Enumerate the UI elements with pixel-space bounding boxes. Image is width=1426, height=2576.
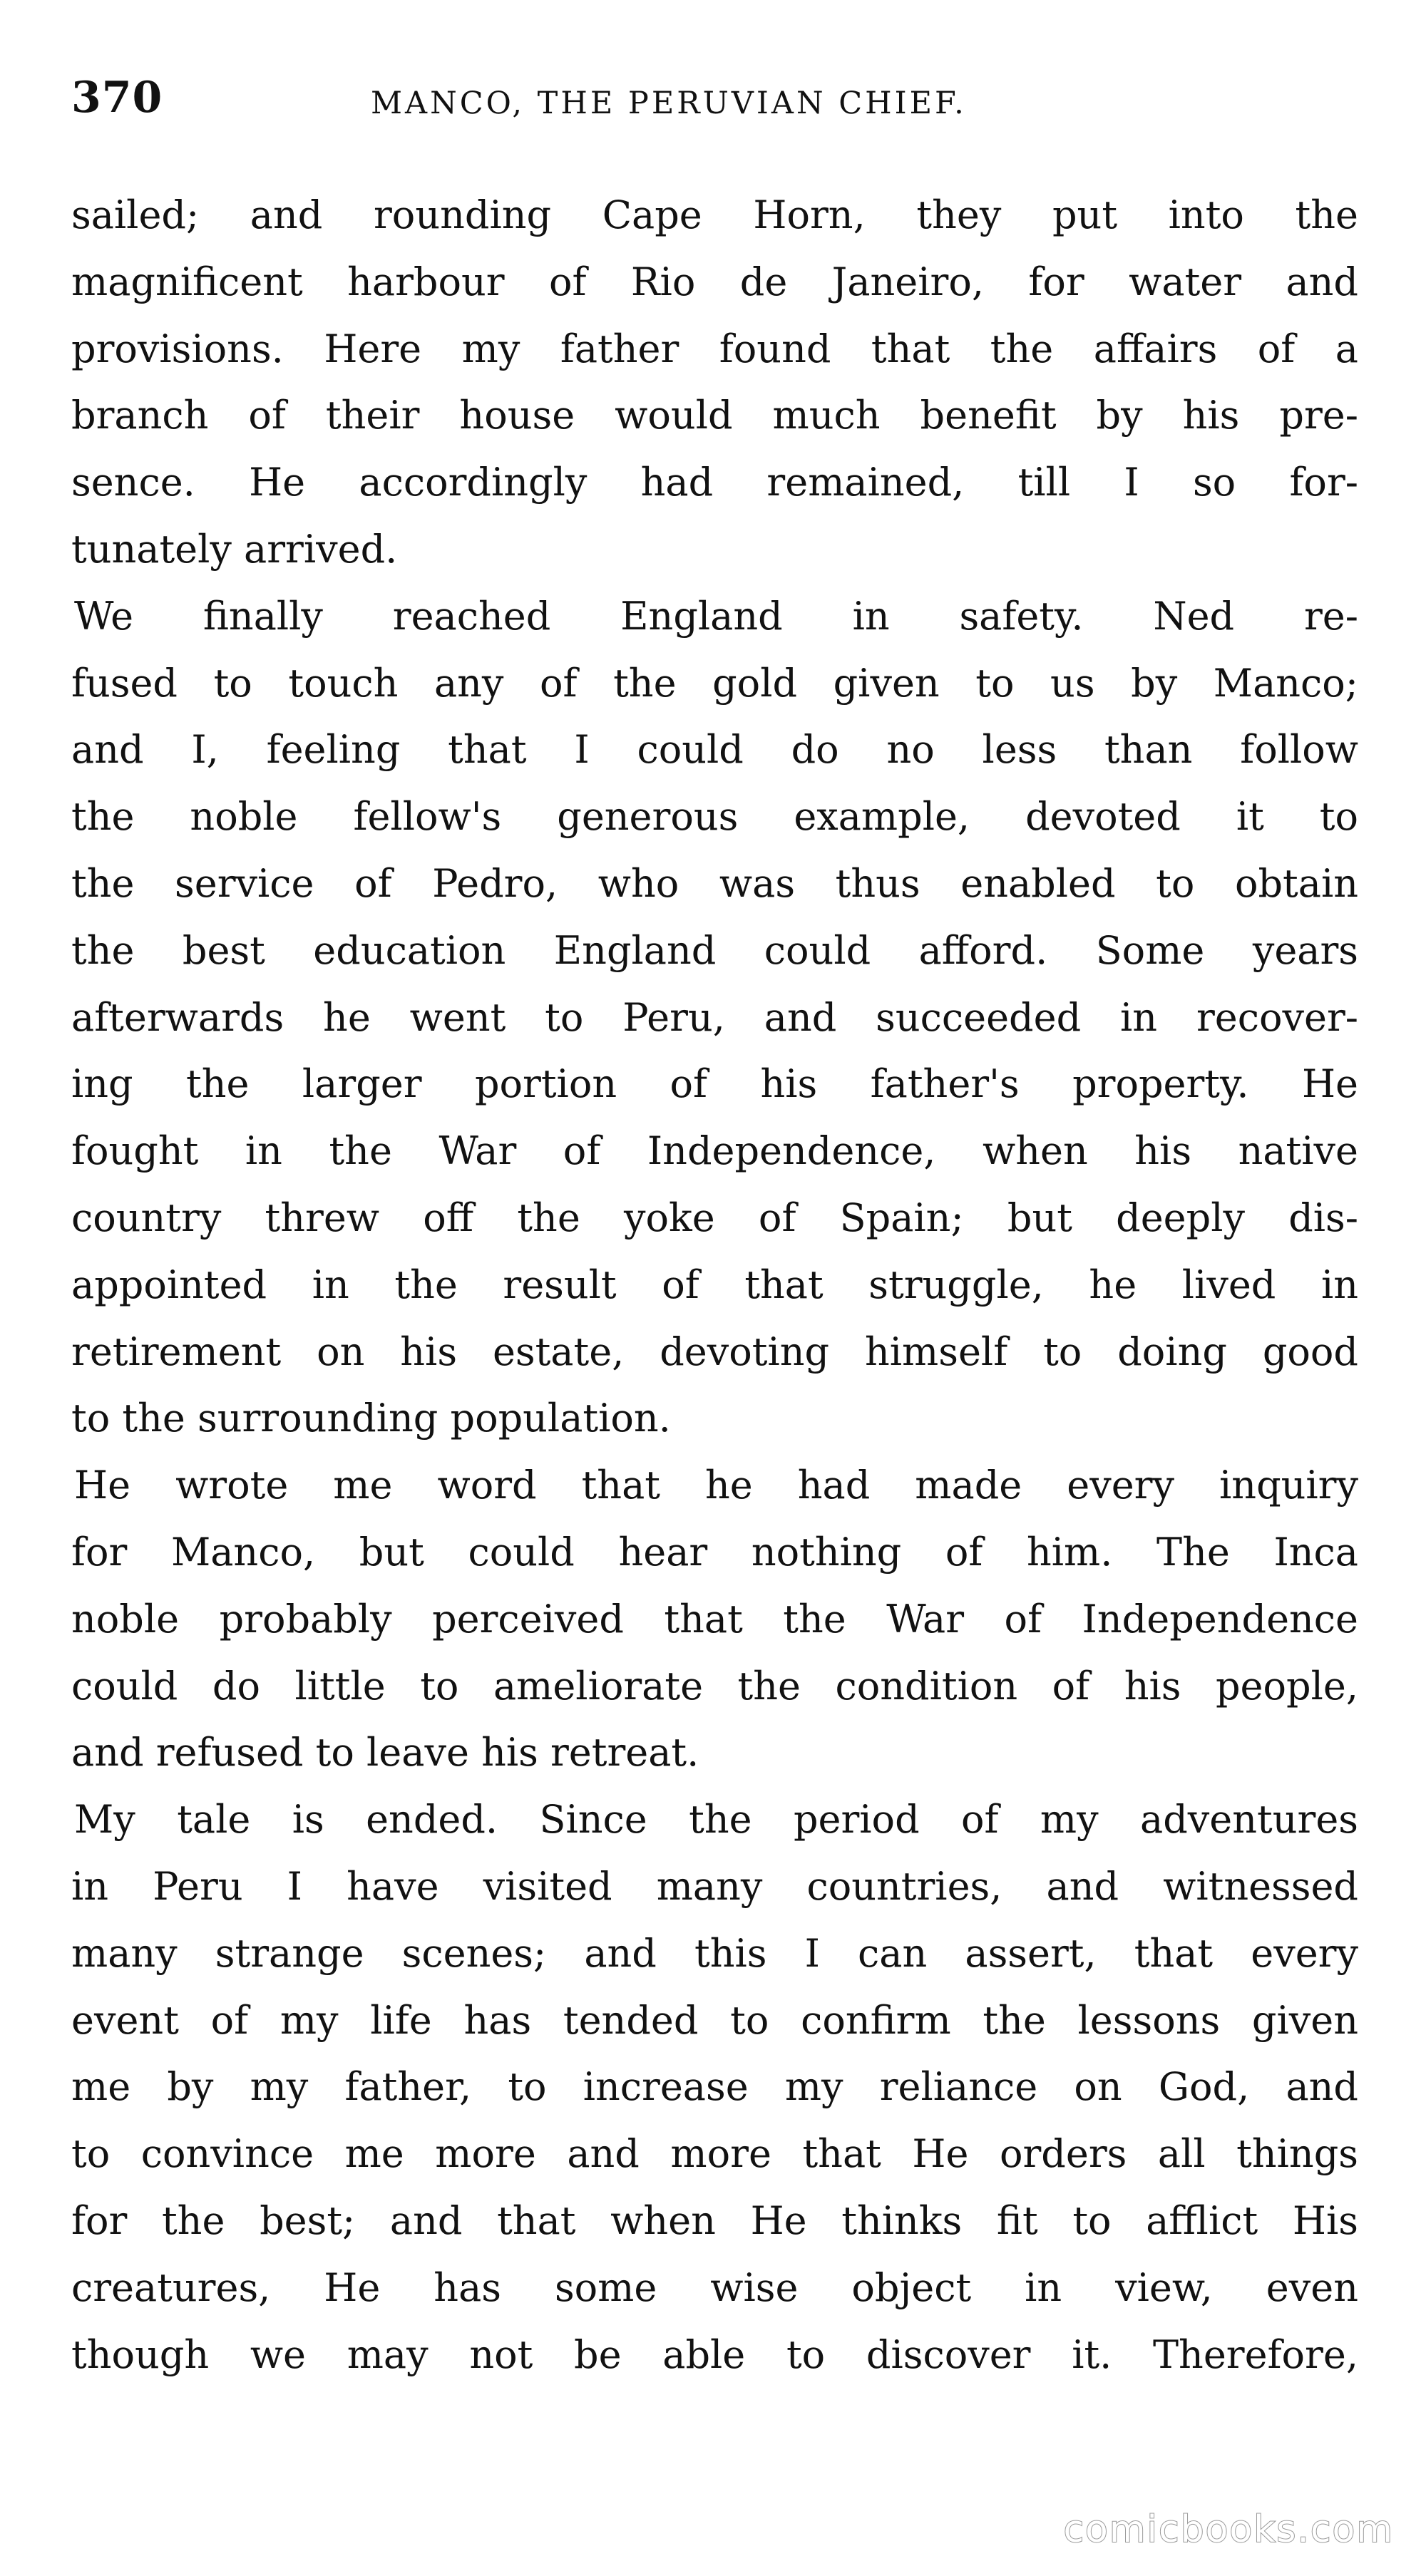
text-line: retirement on his estate, devoting himself to doing good: [71, 1329, 1358, 1374]
text-line: could do little to ameliorate the condition of his people,: [71, 1663, 1358, 1709]
text-line: magnificent harbour of Rio de Janeiro, for water and: [71, 259, 1358, 304]
running-title: MANCO, THE PERUVIAN CHIEF.: [371, 86, 967, 121]
text-line: creatures, He has some wise object in view, even: [71, 2265, 1358, 2310]
running-head: [71, 66, 1355, 130]
text-line: He wrote me word that he had made every inquiry: [74, 1463, 1358, 1508]
text-line: noble probably perceived that the War of Independence: [71, 1596, 1358, 1642]
text-line: tunately arrived.: [71, 526, 398, 572]
text-line: the noble fellow's generous example, devoted it to: [71, 794, 1358, 840]
text-line: event of my life has tended to confirm the lessons given: [71, 1997, 1358, 2043]
text-line: ing the larger portion of his father's property. He: [71, 1061, 1358, 1107]
watermark-text: comicbooks.com: [1063, 2508, 1394, 2551]
text-line: fought in the War of Independence, when his native: [71, 1128, 1358, 1174]
text-line: in Peru I have visited many countries, and witnessed: [71, 1863, 1358, 1909]
text-line: the service of Pedro, who was thus enabled to obtain: [71, 860, 1358, 906]
text-line: the best education England could afford. Some years: [71, 927, 1358, 973]
text-line: We finally reached England in safety. Ned re-: [74, 593, 1358, 639]
text-line: country threw off the yoke of Spain; but deeply dis-: [71, 1195, 1358, 1240]
text-line: me by my father, to increase my reliance on God, and: [71, 2064, 1358, 2110]
text-line: branch of their house would much benefit by his pre-: [71, 393, 1358, 438]
text-line: My tale is ended. Since the period of my adventures: [74, 1797, 1358, 1843]
text-line: and I, feeling that I could do no less than follow: [71, 727, 1358, 773]
text-line: though we may not be able to discover it. Therefore,: [71, 2332, 1358, 2377]
text-line: sailed; and rounding Cape Horn, they put into the: [71, 192, 1358, 237]
text-line: appointed in the result of that struggle, he lived in: [71, 1262, 1358, 1307]
text-line: for the best; and that when He thinks fit to afflict His: [71, 2198, 1358, 2243]
text-line: to the surrounding population.: [71, 1396, 671, 1441]
body-text: [71, 182, 1358, 2388]
text-line: for Manco, but could hear nothing of him. The Inca: [71, 1529, 1358, 1575]
text-line: and refused to leave his retreat.: [71, 1730, 699, 1776]
text-line: fused to touch any of the gold given to us by Manco;: [71, 660, 1358, 706]
text-line: provisions. Here my father found that the affairs of a: [71, 326, 1358, 371]
text-line: many strange scenes; and this I can assert, that every: [71, 1930, 1358, 1976]
text-line: afterwards he went to Peru, and succeeded in recover-: [71, 994, 1358, 1040]
text-line: sence. He accordingly had remained, till I so for-: [71, 460, 1358, 505]
text-line: to convince me more and more that He orders all things: [71, 2131, 1358, 2177]
page-number: 370: [71, 73, 163, 123]
